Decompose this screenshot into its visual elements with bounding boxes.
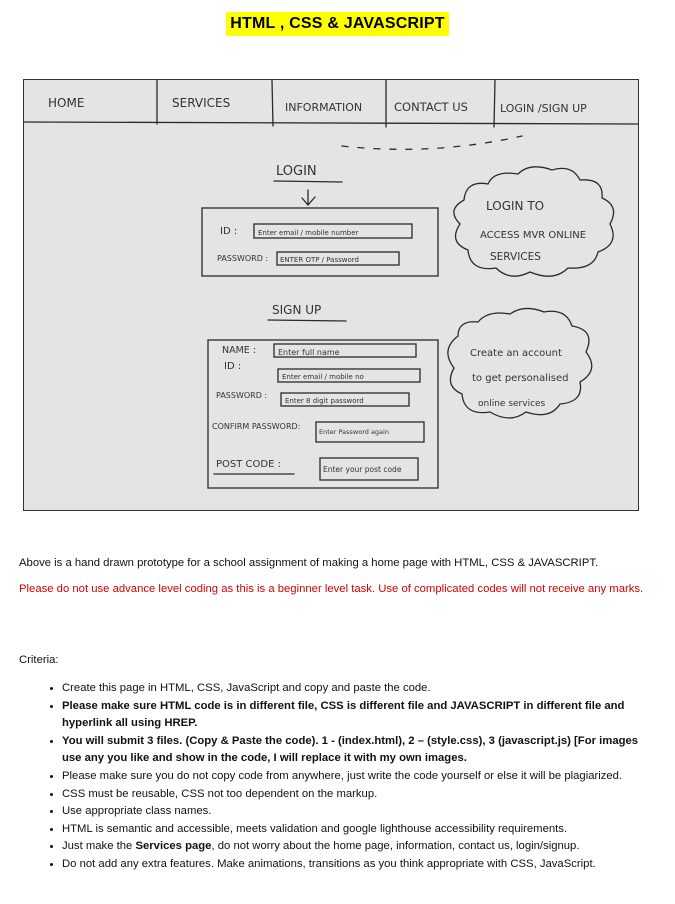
- hand-drawn-prototype-image: [23, 79, 639, 511]
- signup-postcode-label: POST CODE :: [216, 459, 281, 470]
- login-cloud-line2: ACCESS MVR ONLINE: [480, 230, 587, 241]
- criteria-text: Create this page in HTML, CSS, JavaScript and copy and paste the code.: [62, 682, 431, 694]
- criteria-bold-text: Services page: [135, 840, 212, 853]
- criteria-text: Use appropriate class names.: [62, 805, 212, 818]
- nav-contact: CONTACT US: [394, 100, 468, 114]
- signup-cloud-line2: to get personalised: [472, 373, 569, 384]
- warning-text: Please do not use advance level coding as this is a beginner level task. Use of complicated codes will not receive any marks.: [19, 583, 644, 595]
- signup-confirm-placeholder: Enter Password again: [319, 428, 389, 436]
- list-item: [62, 680, 649, 698]
- login-id-label: ID :: [220, 226, 238, 237]
- title-container: [0, 12, 675, 36]
- signup-postcode-placeholder: Enter your post code: [323, 465, 402, 474]
- nav-home: HOME: [48, 96, 85, 110]
- list-item: [62, 838, 649, 856]
- criteria-text: You will submit 3 files. (Copy & Paste the code). 1 - (index.html), 2 – (style.css), 3 (javascript.js) [For images use any you like and show in the code, I will replace it with my own images.: [62, 734, 639, 765]
- signup-cloud-line3: online services: [478, 399, 546, 409]
- down-arrow-icon: [302, 190, 315, 205]
- login-password-label: PASSWORD :: [217, 254, 269, 263]
- nav-login-signup: LOGIN /SIGN UP: [500, 102, 587, 115]
- signup-id-label: ID :: [224, 361, 242, 372]
- login-cloud-line3: SERVICES: [490, 251, 541, 263]
- criteria-text: , do not worry about the home page, information, contact us, login/signup.: [211, 840, 580, 853]
- login-id-placeholder: Enter email / mobile number: [258, 229, 359, 237]
- list-item: [62, 786, 649, 804]
- login-heading: LOGIN: [276, 164, 317, 179]
- page-title: HTML , CSS & JAVASCRIPT: [226, 12, 448, 36]
- dashed-arrow: [342, 136, 522, 149]
- login-heading-underline: [274, 181, 342, 182]
- signup-cloud-line1: Create an account: [470, 348, 562, 359]
- criteria-text: HTML is semantic and accessible, meets validation and google lighthouse accessibility requirements.: [62, 822, 568, 835]
- criteria-text: Please make sure you do not copy code from anywhere, just write the code yourself or else it will be plagiarized.: [62, 769, 623, 782]
- signup-password-placeholder: Enter 8 digit password: [285, 397, 364, 405]
- signup-confirm-label: CONFIRM PASSWORD:: [212, 422, 301, 431]
- list-item: [62, 803, 649, 821]
- signup-name-label: NAME :: [222, 345, 257, 356]
- login-cloud-line1: LOGIN TO: [486, 199, 545, 213]
- signup-name-placeholder: Enter full name: [278, 348, 340, 357]
- nav-divider: [272, 80, 273, 126]
- criteria-list: [19, 680, 649, 874]
- criteria-text: CSS must be reusable, CSS not too dependent on the markup.: [62, 787, 378, 800]
- criteria-text: Please make sure HTML code is in different file, CSS is different file and JAVASCRIPT in different file and hyperlink all using HREP.: [62, 699, 625, 730]
- criteria-text: Just make the: [62, 840, 136, 853]
- nav-bottom-line: [24, 122, 638, 124]
- signup-heading: SIGN UP: [272, 303, 322, 317]
- list-item: [62, 768, 649, 786]
- login-password-placeholder: ENTER OTP / Password: [280, 256, 359, 264]
- login-form-box: [202, 208, 438, 276]
- signup-heading-underline: [268, 320, 346, 321]
- list-item: [62, 856, 649, 874]
- nav-information: INFORMATION: [285, 101, 363, 114]
- nav-services: SERVICES: [172, 96, 231, 110]
- nav-divider: [494, 80, 495, 127]
- signup-password-label: PASSWORD :: [216, 391, 268, 400]
- criteria-text: Do not add any extra features. Make animations, transitions as you think appropriate with CSS, JavaScript.: [62, 857, 596, 870]
- list-item: [62, 698, 649, 733]
- list-item: [62, 821, 649, 839]
- sketch-drawing: [24, 80, 638, 510]
- list-item: [62, 733, 649, 768]
- criteria-label: Criteria:: [19, 654, 59, 666]
- intro-text: Above is a hand drawn prototype for a school assignment of making a home page with HTML, CSS & JAVASCRIPT.: [19, 557, 599, 569]
- signup-id-placeholder: Enter email / mobile no: [282, 373, 364, 381]
